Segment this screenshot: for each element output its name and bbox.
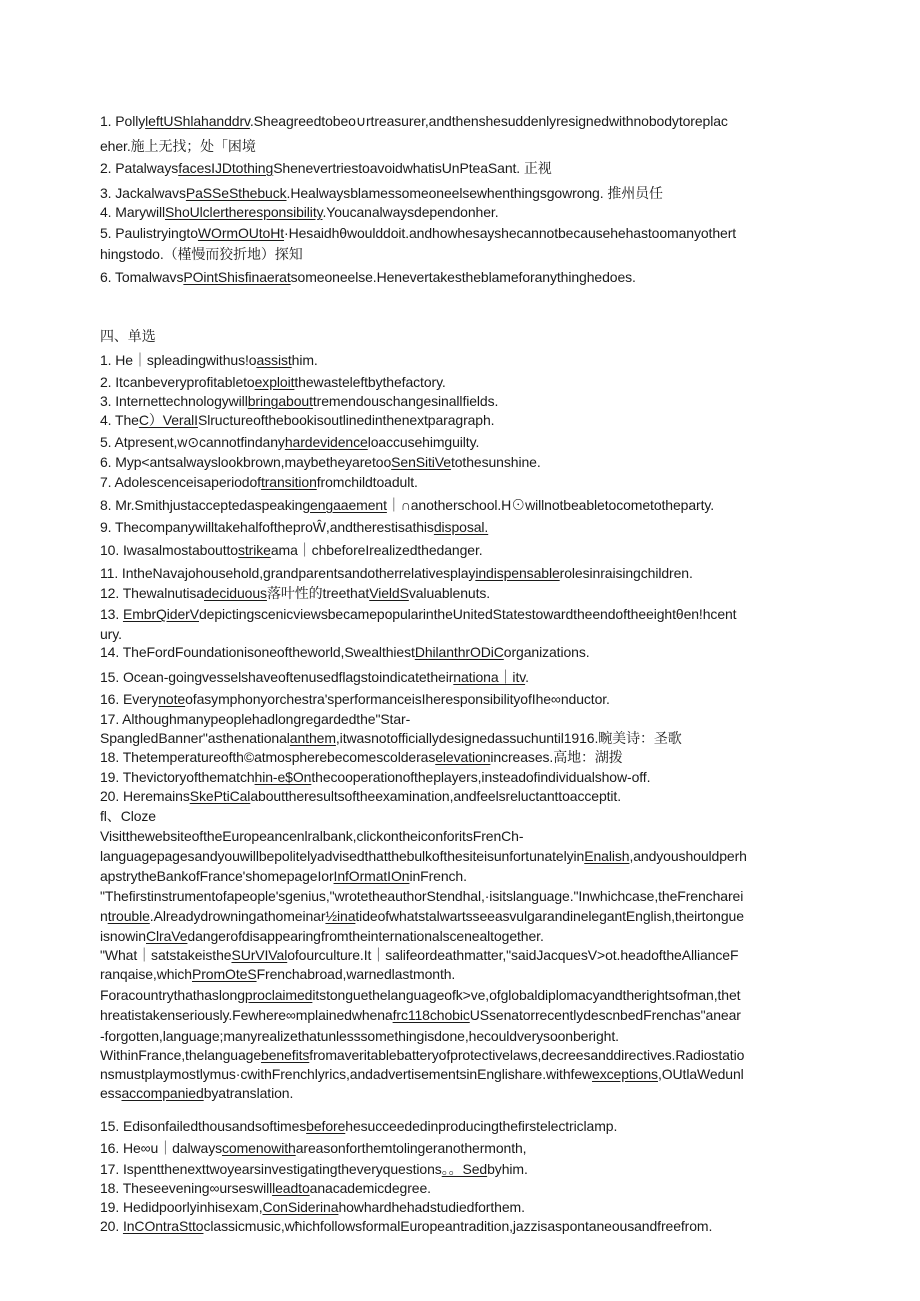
text-segment: VisitthewebsiteoftheEuropeancenlralbank,clickontheiconforitsFrenCh- xyxy=(100,828,524,844)
text-segment: ofasymphonyorchestra'sperformanceisIheresponsibilityofIhe∞nductor. xyxy=(185,691,610,707)
text-segment: 落叶性的treethat xyxy=(266,585,370,601)
underlined-term: DhilanthrODiC xyxy=(414,644,504,660)
text-segment: inFrench. xyxy=(409,868,467,884)
text-segment: hingstodo.（槿慢而狡折地）探知 xyxy=(100,246,303,262)
text-segment: 16. He∞u｜dalways xyxy=(100,1140,222,1156)
text-segment: 4. The xyxy=(100,412,139,428)
text-segment: ShenevertriestoavoidwhatisUnPteaSant. 正视 xyxy=(273,160,552,176)
text-segment: ama｜chbeforeIrealizedthedanger. xyxy=(270,542,483,558)
underlined-term: 。。Sed xyxy=(441,1161,488,1177)
text-segment: increases.高地：湖拨 xyxy=(490,749,623,765)
text-line xyxy=(100,748,824,767)
text-line xyxy=(100,392,824,411)
text-segment: ofourculture.It｜salifeordeathmatter,"saidJacquesV>ot.headoftheAllianceF xyxy=(287,947,739,963)
text-segment: 20. xyxy=(100,1218,123,1234)
text-segment: thecooperationoftheplayers,insteadofindividualshow-off. xyxy=(311,769,651,785)
text-segment: loaccusehimguilty. xyxy=(367,434,480,450)
text-line xyxy=(100,927,824,946)
text-segment: .Sheagreedtobeo∪rtreasurer,andthenshesuddenlyresignedwithnobodytoreplac xyxy=(249,113,728,129)
text-line xyxy=(100,453,824,472)
underlined-term: nationa｜itv xyxy=(453,669,526,685)
underlined-term: hin-e$On xyxy=(254,769,312,785)
underlined-term: anthem xyxy=(289,730,336,746)
text-line xyxy=(100,827,824,846)
underlined-term: WOrmOUtoHt xyxy=(197,225,285,241)
text-line xyxy=(100,1027,824,1046)
text-segment: 5. Paulistryingto xyxy=(100,225,198,241)
text-line xyxy=(100,496,824,515)
text-segment: WithinFrance,thelanguage xyxy=(100,1047,262,1063)
text-line xyxy=(100,1084,824,1103)
text-segment: 6. Tomalwavs xyxy=(100,269,184,285)
text-segment: eher.施上无找；处「困境 xyxy=(100,138,256,154)
text-segment: ury. xyxy=(100,626,122,642)
text-segment: ,itwasnotofficiallydesignedassuchuntil1916.畹美诗：圣歌 xyxy=(335,730,682,746)
underlined-term: accompanied xyxy=(121,1085,204,1101)
text-segment: 5. Atpresent,w⊙cannotfindany xyxy=(100,434,285,450)
text-segment: 7. Adolescenceisaperiodof xyxy=(100,474,261,490)
text-line xyxy=(100,787,824,806)
text-segment: SpangledBanner"asthenational xyxy=(100,730,290,746)
text-line xyxy=(100,1179,824,1198)
underlined-term: Enalish xyxy=(584,848,630,864)
text-line xyxy=(100,1117,824,1136)
text-line xyxy=(100,373,824,392)
text-segment: him. xyxy=(291,352,318,368)
text-line xyxy=(100,137,824,156)
text-line xyxy=(100,768,824,787)
text-segment: fl、Cloze xyxy=(100,808,156,824)
text-line xyxy=(100,203,824,222)
text-line xyxy=(100,224,824,243)
underlined-term: PaSSeSthebuck xyxy=(185,185,287,201)
text-line xyxy=(100,1198,824,1217)
text-line xyxy=(100,887,824,906)
text-line xyxy=(100,1139,824,1158)
underlined-term: trouble xyxy=(107,908,150,924)
text-segment: thewasteleftbythefactory. xyxy=(294,374,446,390)
underlined-term: EmbrQiderV xyxy=(122,606,199,622)
text-segment: anacademicdegree. xyxy=(309,1180,431,1196)
text-segment: areasonforthemtolingeranothermonth, xyxy=(295,1140,527,1156)
text-segment: ess xyxy=(100,1085,122,1101)
text-segment: 2. Itcanbeveryprofitableto xyxy=(100,374,255,390)
text-segment: tremendouschangesinallfields. xyxy=(312,393,499,409)
text-segment: 12. Thewalnutisa xyxy=(100,585,204,601)
text-line xyxy=(100,518,824,537)
text-segment: tideofwhatstalwartsseeasvulgarandinelegantEnglish,theirtongue xyxy=(355,908,744,924)
text-segment: fromchildtoadult. xyxy=(316,474,418,490)
text-line xyxy=(100,411,824,430)
text-segment: ｜∩anotherschool.H⊙willnotbeabletocometotheparty. xyxy=(386,497,715,513)
text-segment: tothesunshine. xyxy=(450,454,541,470)
text-segment: 1. Polly xyxy=(100,113,146,129)
text-line xyxy=(100,867,824,886)
underlined-term: leadto xyxy=(272,1180,310,1196)
text-segment: .Youcanalwaysdependonher. xyxy=(322,204,499,220)
text-segment: ·Hesaidhθwoulddoit.andhowhesayshecannotbecausehehastoomanyothert xyxy=(284,225,737,241)
text-segment: 14. TheFordFoundationisoneoftheworld,Swealthiest xyxy=(100,644,415,660)
text-line xyxy=(100,159,824,178)
text-segment: organizations. xyxy=(503,644,590,660)
underlined-term: POintShisfinaerat xyxy=(183,269,291,285)
underlined-term: exploit xyxy=(254,374,295,390)
text-segment: Foracountrythathaslong xyxy=(100,987,245,1003)
underlined-term: benefits xyxy=(261,1047,310,1063)
underlined-term: disposal. xyxy=(433,519,489,535)
text-segment: abouttheresultsoftheexamination,andfeelsreluctanttoacceptit. xyxy=(250,788,622,804)
text-line xyxy=(100,268,824,287)
underlined-term: ClraVe xyxy=(146,928,188,944)
text-segment: 10. Iwasalmostabouttо xyxy=(100,542,238,558)
text-line xyxy=(100,1160,824,1179)
text-segment: 3. Jackalwavs xyxy=(100,185,186,201)
text-segment: 15. Ocean-goingvesselshaveoftenusedflagstoindicatetheir xyxy=(100,669,454,685)
underlined-term: InfOrmatIOn xyxy=(333,868,410,884)
text-segment: 2. Patalways xyxy=(100,160,179,176)
text-segment: itstonguethelanguageofk>ve,ofglobaldiplomacyandtherightsofman,thet xyxy=(312,987,741,1003)
text-line xyxy=(100,907,824,926)
text-segment: ,OUtlaWedunl xyxy=(657,1066,744,1082)
text-segment: someoneelse.Henevertakestheblameforanythinghedoes. xyxy=(290,269,636,285)
underlined-term: frc118chobic xyxy=(392,1007,470,1023)
text-segment: USsenatorrecentlydescnbedFrenchas"anear xyxy=(469,1007,741,1023)
text-line xyxy=(100,473,824,492)
underlined-term: deciduous xyxy=(204,585,267,601)
text-segment: byatranslation. xyxy=(203,1085,294,1101)
text-segment: Slructureofthebookisoutlinedinthenextparagraph. xyxy=(197,412,495,428)
underlined-term: exceptions xyxy=(592,1066,658,1082)
underlined-term: assist xyxy=(256,352,292,368)
text-line xyxy=(100,710,824,729)
text-segment: Frenchabroad,warnedlastmonth. xyxy=(256,966,456,982)
text-segment: "Thefirstinstrumentofapeople'sgenius,"wrotetheauthorStendhal,·isitslanguage."Inwhichcase,theFrencharei xyxy=(100,888,744,904)
text-segment: 4. Marywill xyxy=(100,204,166,220)
text-segment: n xyxy=(100,908,108,924)
underlined-term: engaaement xyxy=(310,497,387,513)
text-segment: hreatistakenseriously.Fewhere∞mplainedwhena xyxy=(100,1007,393,1023)
text-segment: 19. Hedidpoorlyinhisexam, xyxy=(100,1199,263,1215)
text-segment: .Alreadydrowningathomeinar xyxy=(149,908,326,924)
underlined-term: ShoUlclertheresponsibility xyxy=(165,204,323,220)
text-line xyxy=(100,327,824,346)
text-segment: 13. xyxy=(100,606,123,622)
text-segment: fromaveritablebatteryofprotectivelaws,decreesanddirectives.Radiostatio xyxy=(309,1047,745,1063)
text-segment: dangerofdisappearingfromtheinternationalscenealtogether. xyxy=(187,928,544,944)
underlined-term: hardevidence xyxy=(284,434,368,450)
text-line xyxy=(100,729,824,748)
text-segment: languagepagesandyouwillbepolitelyadvisedthatthebulkofthesiteisunfortunatelyin xyxy=(100,848,585,864)
text-segment: rolesinraisingchildren. xyxy=(559,565,693,581)
text-line xyxy=(100,965,824,984)
text-line xyxy=(100,643,824,662)
text-line xyxy=(100,541,824,560)
text-line xyxy=(100,1046,824,1065)
text-line xyxy=(100,986,824,1005)
text-segment: 18. Theseevening∞urseswill xyxy=(100,1180,273,1196)
underlined-term: bringabout xyxy=(247,393,313,409)
text-segment: howhardhehadstudiedforthem. xyxy=(338,1199,525,1215)
text-segment: .Healwaysblamessomeoneelsewhenthingsgowrong. 推州员任 xyxy=(286,185,663,201)
text-segment: 6. Myp<antsalwayslookbrown,maybetheyaretoo xyxy=(100,454,392,470)
underlined-term: before xyxy=(306,1118,346,1134)
underlined-term: facesIJDtothing xyxy=(178,160,274,176)
text-segment: isnowin xyxy=(100,928,146,944)
text-segment: 3. Internettechnologywill xyxy=(100,393,248,409)
text-line xyxy=(100,1217,824,1236)
underlined-term: transition xyxy=(260,474,317,490)
text-segment: classicmusic,wħichfollowsformalEuropeantradition,jazzisaspontaneousandfreefrom. xyxy=(203,1218,713,1234)
text-segment: 19. Thevictoryofthematch xyxy=(100,769,255,785)
text-segment: 17. Ispentthenexttwoyearsinvestigatingtheveryquestions xyxy=(100,1161,442,1177)
text-segment: 17. Althoughmanypeoplehadlongregardedthe"Star- xyxy=(100,711,411,727)
text-line xyxy=(100,351,824,370)
text-line xyxy=(100,584,824,603)
text-line xyxy=(100,946,824,965)
underlined-term: elevation xyxy=(435,749,491,765)
text-segment: ,andyoushouldperh xyxy=(629,848,747,864)
text-line xyxy=(100,625,824,644)
text-segment: 9. ThecompanywilltakehalfoftheproŴ,andtherestisathis xyxy=(100,519,434,535)
text-segment: valuablenuts. xyxy=(408,585,491,601)
underlined-term: comenowith xyxy=(222,1140,296,1156)
text-segment: . xyxy=(525,669,529,685)
text-line xyxy=(100,184,824,203)
underlined-term: PromOteS xyxy=(192,966,257,982)
text-segment: 18. Thetemperatureofth©atmospherebecomescolderas xyxy=(100,749,436,765)
text-segment: -forgotten,language;manyrealizethatunlesssomethingisdone,hecouldverysoonberight. xyxy=(100,1028,619,1044)
underlined-term: ConSiderina xyxy=(262,1199,339,1215)
underlined-term: SUrVIVal xyxy=(231,947,288,963)
text-line xyxy=(100,564,824,583)
underlined-term: VieldS xyxy=(369,585,409,601)
text-line xyxy=(100,605,824,624)
text-line xyxy=(100,690,824,709)
text-segment: hesucceededinproducingthefirstelectriclamp. xyxy=(345,1118,618,1134)
underlined-term: leftUShlahanddrv xyxy=(145,113,250,129)
underlined-term: note xyxy=(158,691,186,707)
text-segment: ranqaise,which xyxy=(100,966,192,982)
text-line xyxy=(100,245,824,264)
text-segment: "What｜satstakeisthe xyxy=(100,947,232,963)
text-line xyxy=(100,1006,824,1025)
underlined-term: InCOntraStto xyxy=(122,1218,204,1234)
underlined-term: proclaimed xyxy=(244,987,313,1003)
text-segment: depictingscenicviewsbecamepopularintheUnitedStatestowardtheendoftheeightθen!hcent xyxy=(198,606,737,622)
text-segment: 8. Mr.Smithjustacceptedaspeaking xyxy=(100,497,311,513)
text-line xyxy=(100,807,824,826)
text-line xyxy=(100,433,824,452)
underlined-term: SenSitiVe xyxy=(391,454,451,470)
text-line xyxy=(100,847,824,866)
text-line xyxy=(100,668,824,687)
text-segment: nsmustplaymostlymus·cwithFrenchlyrics,andadvertisementsinEnglishare.withfew xyxy=(100,1066,593,1082)
text-segment: 15. Edisonfailedthousandsoftimes xyxy=(100,1118,307,1134)
text-line xyxy=(100,1065,824,1084)
underlined-term: SkePtiCal xyxy=(189,788,251,804)
text-segment: 11. IntheNavajohousehold,grandparentsandotherrelativesplay xyxy=(100,565,476,581)
underlined-term: indispensable xyxy=(475,565,560,581)
underlined-term: strike xyxy=(237,542,271,558)
text-segment: apstrytheBankofFrance'shomepageIor xyxy=(100,868,334,884)
underlined-term: C）VeralI xyxy=(138,412,198,428)
text-segment: 四、单选 xyxy=(100,328,156,344)
underlined-term: ½ina xyxy=(325,908,356,924)
text-segment: 20. Heremains xyxy=(100,788,190,804)
text-segment: 16. Every xyxy=(100,691,159,707)
text-segment: byhim. xyxy=(487,1161,528,1177)
text-segment: 1. He｜spleadingwithus!o xyxy=(100,352,257,368)
text-line xyxy=(100,112,824,131)
